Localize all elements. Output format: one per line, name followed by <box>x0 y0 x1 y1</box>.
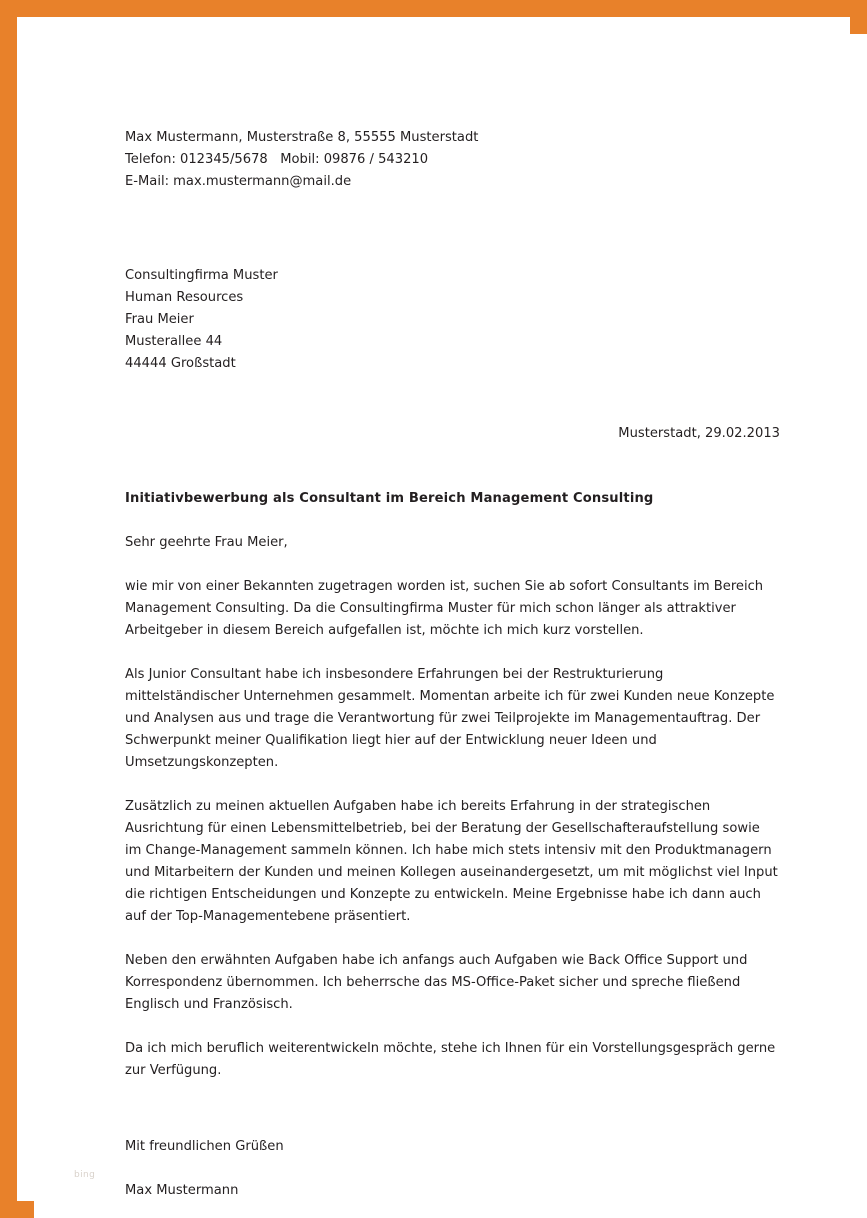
sender-line-2: Telefon: 012345/5678 Mobil: 09876 / 543210 <box>125 152 429 167</box>
paragraphs-container <box>125 576 780 1082</box>
paragraph-1: wie mir von einer Bekannten zugetragen worden ist, suchen Sie ab sofort Consultants im Bereich Management Consulting. Da die Consultingfirma Muster für mich schon länger als attraktiver Arbeitgeber in diesem Bereich aufgefallen ist, möchte ich mich kurz vorstellen. <box>125 579 764 638</box>
spacer-after-recipient <box>125 375 780 423</box>
date-block <box>125 423 780 445</box>
sender-line-1: Max Mustermann, Musterstraße 8, 55555 Musterstadt <box>125 130 479 145</box>
document-sheet <box>34 34 867 1218</box>
recipient-line-1: Consultingfirma Muster <box>125 268 278 283</box>
recipient-line-5: 44444 Großstadt <box>125 356 236 371</box>
salutation: Sehr geehrte Frau Meier, <box>125 535 288 550</box>
date-text: Musterstadt, 29.02.2013 <box>618 426 780 441</box>
recipient-line-2: Human Resources <box>125 290 244 305</box>
spacer-after-subject <box>125 510 780 532</box>
recipient-line-3: Frau Meier <box>125 312 194 327</box>
signature-name: Max Mustermann <box>125 1183 239 1198</box>
paragraph-5: Da ich mich beruflich weiterentwickeln möchte, stehe ich Ihnen für ein Vorstellungsgespräch gerne zur Verfügung. <box>125 1041 776 1078</box>
spacer-after-date <box>125 445 780 488</box>
sender-address-block <box>125 127 780 193</box>
paragraph-3: Zusätzlich zu meinen aktuellen Aufgaben habe ich bereits Erfahrung in der strategischen Ausrichtung für einen Lebensmittelbetrieb, bei der Beratung der Gesellschafteraufstellung sowie im Change-Management sammeln können. Ich habe mich stets intensiv mit den Produktmanagern und Mitarbeitern der Kunden und meinen Kollegen auseinandergesetzt, um mit möglichst viel Input die richtigen Entscheidungen und Konzepte zu entwickeln. Meine Ergebnisse habe ich dann auch auf der Top-Managementebene präsentiert. <box>125 799 778 924</box>
subject-line: Initiativbewerbung als Consultant im Bereich Management Consulting <box>125 491 654 506</box>
paragraph-2: Als Junior Consultant habe ich insbesondere Erfahrungen bei der Restrukturierung mittelständischer Unternehmen gesammelt. Momentan arbeite ich für zwei Kunden neue Konzepte und Analysen aus und trage die Verantwortung für zwei Teilprojekte im Managementauftrag. Der Schwerpunkt meiner Qualifikation liegt hier auf der Entwicklung neuer Ideen und Umsetzungskonzepten. <box>125 667 775 770</box>
recipient-address-block <box>125 265 780 375</box>
watermark-label: bing <box>74 1170 96 1180</box>
sender-line-3: E-Mail: max.mustermann@mail.de <box>125 174 352 189</box>
spacer-after-sender <box>125 193 780 265</box>
closing-line: Mit freundlichen Grüßen <box>125 1139 284 1154</box>
recipient-line-4: Musterallee 44 <box>125 334 223 349</box>
letter-body <box>125 127 780 1202</box>
paragraph-4: Neben den erwähnten Aufgaben habe ich anfangs auch Aufgaben wie Back Office Support und Korrespondenz übernommen. Ich beherrsche das MS-Office-Paket sicher und spreche fließend Englisch und Französisch. <box>125 953 748 1012</box>
